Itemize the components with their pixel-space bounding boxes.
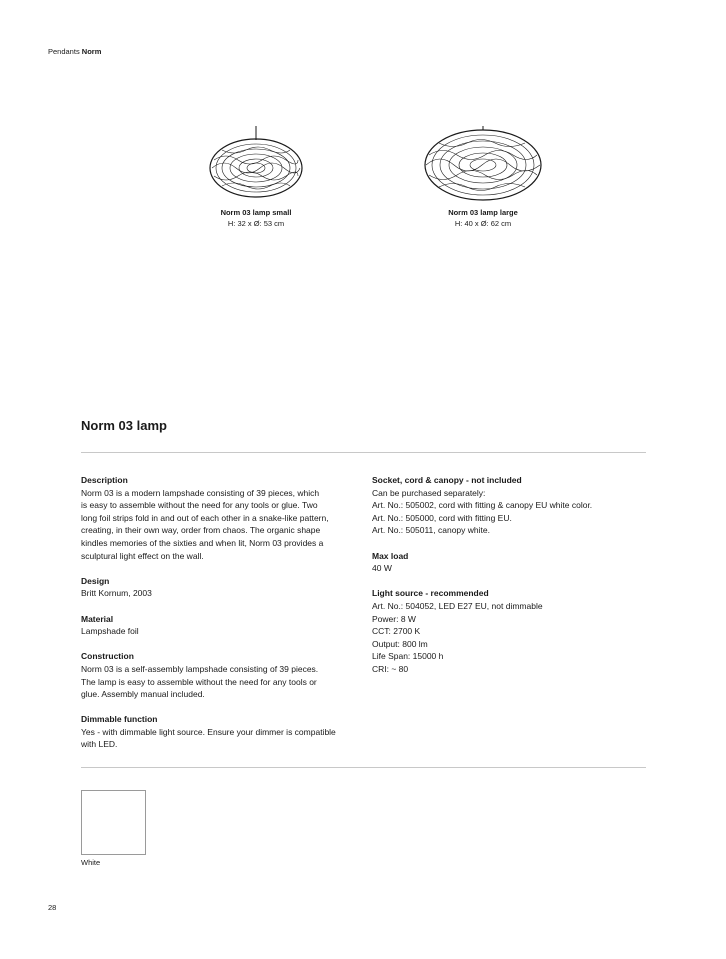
spec-line: CCT: 2700 K — [372, 626, 421, 637]
spec-line: Norm 03 is a self-assembly lampshade consisting of 39 pieces. — [81, 663, 319, 674]
spec-block — [81, 650, 366, 700]
spec-line: Art. No.: 505002, cord with fitting & canopy EU white color. — [372, 500, 593, 511]
spec-line: Can be purchased separately: — [372, 487, 486, 498]
spec-line: Art. No.: 504052, LED E27 EU, not dimmable — [372, 600, 543, 611]
spec-heading: Light source - recommended — [372, 588, 489, 599]
spec-line: Output: 800 lm — [372, 638, 428, 649]
lamp-large-dimensions: H: 40 x Ø: 62 cm — [454, 219, 512, 228]
spec-heading: Material — [81, 613, 114, 624]
color-swatch-white — [81, 790, 146, 855]
spec-block — [81, 575, 366, 600]
spec-heading: Construction — [81, 651, 134, 662]
spec-line: 40 W — [372, 563, 392, 574]
spec-line: Lampshade foil — [81, 626, 139, 637]
spec-block — [372, 587, 646, 675]
lamp-small-figure — [156, 126, 356, 228]
page-title: Norm 03 lamp — [81, 418, 167, 433]
spec-line: Britt Kornum, 2003 — [81, 588, 152, 599]
spec-heading: Socket, cord & canopy - not included — [372, 475, 522, 485]
lamp-small-illustration — [206, 126, 306, 204]
breadcrumb — [48, 47, 101, 56]
spec-line: Life Span: 15000 h — [372, 651, 444, 662]
spec-heading: Design — [81, 575, 110, 586]
right-column — [372, 474, 646, 688]
spec-line: Yes - with dimmable light source. Ensure your dimmer is compatible — [81, 726, 336, 737]
spec-line: Art. No.: 505011, canopy white. — [372, 525, 490, 536]
spec-line: sculptural light effect on the wall. — [81, 550, 204, 561]
left-column — [81, 474, 366, 764]
lamp-small-dimensions: H: 32 x Ø: 53 cm — [227, 219, 285, 228]
spec-heading: Dimmable function — [81, 714, 158, 725]
spec-block — [372, 474, 646, 537]
page-number: 28 — [48, 903, 57, 912]
spec-line: Art. No.: 505000, cord with fitting EU. — [372, 512, 512, 523]
spec-block — [81, 713, 366, 751]
spec-line: Norm 03 is a modern lampshade consisting of 39 pieces, which — [81, 487, 320, 498]
swatch-label: White — [81, 858, 101, 867]
spec-line: creating, in their own way, order from chaos. The organic shape — [81, 525, 321, 536]
spec-line: glue. Assembly manual included. — [81, 689, 205, 700]
spec-block — [81, 474, 366, 562]
spec-line: The lamp is easy to assemble without the need for any tools or — [81, 676, 317, 687]
spec-line: is easy to assemble without the need for any tools or glue. Two — [81, 500, 318, 511]
lamp-small-name: Norm 03 lamp small — [220, 208, 292, 217]
lamp-large-figure — [383, 126, 583, 228]
spec-block — [81, 613, 366, 638]
spec-line: Power: 8 W — [372, 613, 416, 624]
lamp-large-illustration — [421, 126, 545, 204]
spec-line: CRI: ~ 80 — [372, 663, 409, 674]
bottom-divider — [81, 767, 646, 768]
spec-line: with LED. — [81, 739, 118, 750]
breadcrumb-category: Pendants — [48, 47, 80, 56]
spec-block — [372, 550, 646, 575]
breadcrumb-product: Norm — [81, 47, 102, 56]
spec-line: long foil strips fold in and out of each other in a snake-like pattern, — [81, 512, 329, 523]
spec-heading: Description — [81, 475, 128, 485]
spec-line: kindles memories of the sixties and when lit, Norm 03 provides a — [81, 537, 324, 548]
lamp-large-name: Norm 03 lamp large — [448, 208, 518, 217]
top-divider — [81, 452, 646, 453]
spec-heading: Max load — [372, 550, 409, 561]
